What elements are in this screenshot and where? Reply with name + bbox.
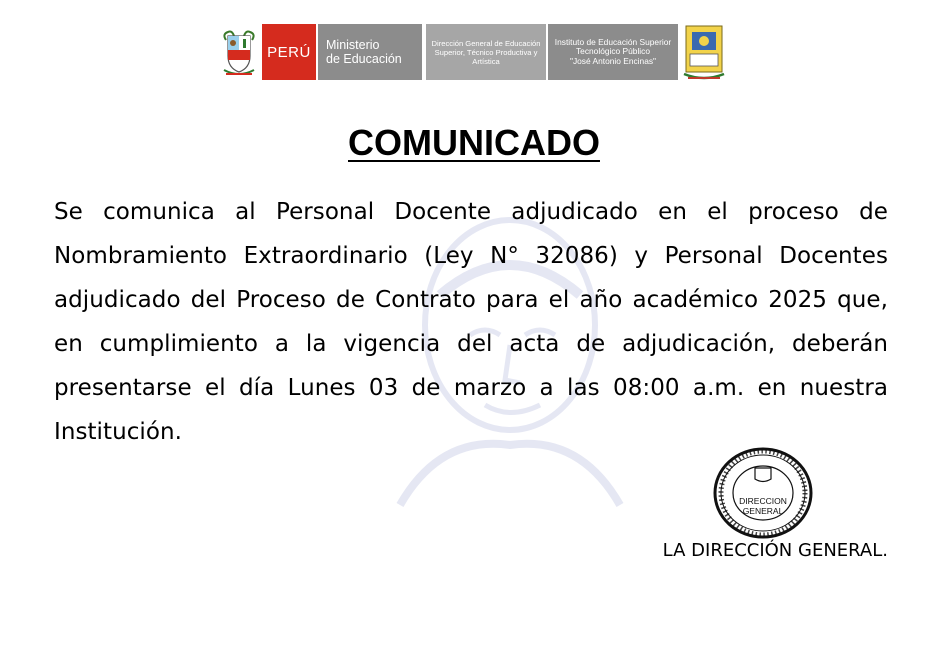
institute-line-1: Instituto de Educación Superior xyxy=(554,36,672,47)
direction-line-2: Superior, Técnico Productiva y xyxy=(434,47,538,57)
institute-block xyxy=(548,24,678,80)
announcement-body: Se comunica al Personal Docente adjudicado en el proceso de Nombramiento Extraordinario (Ley N° 32086) y Personal Docentes adjudicado del Proceso de Contrato para el año académico 2025 que, en cumplimiento a la vigencia del acta de adjudicación, deberán presentarse el día Lunes 03 de marzo a las 08:00 a.m. en nuestra Institución. xyxy=(54,199,888,445)
seal-center-line-2: GENERAL xyxy=(742,506,784,516)
peru-coat-of-arms-icon xyxy=(220,26,258,80)
document-title: COMUNICADO xyxy=(348,122,600,163)
ministry-block xyxy=(318,24,422,80)
direction-block xyxy=(426,24,546,80)
institute-line-3: "José Antonio Encinas" xyxy=(569,55,657,66)
institutional-header xyxy=(220,24,726,82)
direction-line-1: Dirección General de Educación xyxy=(431,38,541,48)
ministry-line-1: Ministerio xyxy=(326,38,380,52)
signature-line: LA DIRECCIÓN GENERAL. xyxy=(662,540,888,561)
school-logo-icon xyxy=(682,24,726,82)
official-seal-icon xyxy=(712,446,814,540)
direction-line-3: Artística xyxy=(472,56,500,66)
institute-line-2: Tecnológico Público xyxy=(575,46,651,57)
seal-center-line-1: DIRECCION xyxy=(739,496,787,506)
peru-label: PERÚ xyxy=(262,24,316,80)
ministry-line-2: de Educación xyxy=(326,52,402,66)
